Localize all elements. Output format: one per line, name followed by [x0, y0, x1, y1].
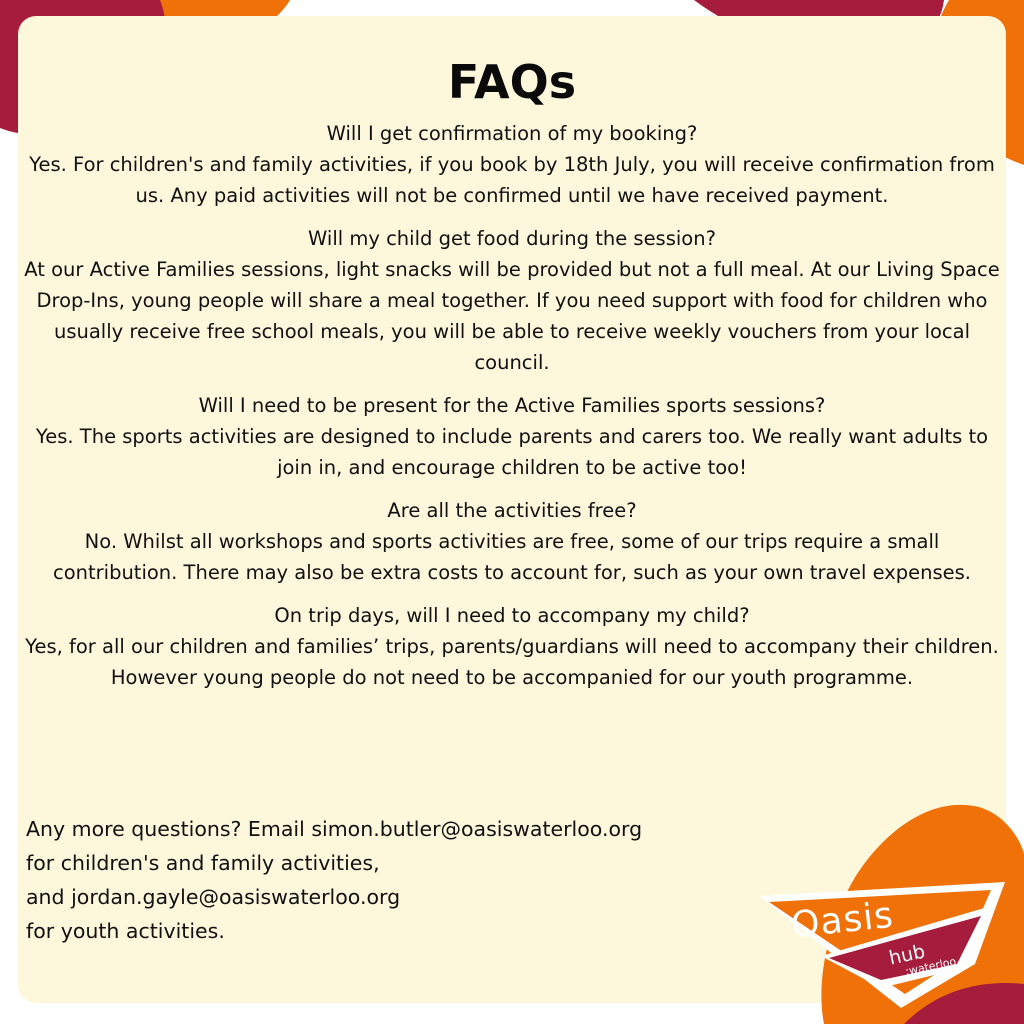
logo-hub: hub [887, 940, 928, 970]
logo-brand: Oasis [789, 894, 896, 947]
contact-line-jordan: and jordan.gayle@oasiswaterloo.org [26, 885, 401, 909]
contact-line-youth: for youth activities. [26, 919, 225, 943]
faq-question: Are all the activities free? [387, 499, 637, 522]
faq-item [22, 495, 1002, 588]
faq-answer: No. Whilst all workshops and sports activities are free, some of our trips require a small contribution. There may also be extra costs to account for, such as your own travel expenses. [52, 530, 972, 584]
faq-item [22, 390, 1002, 483]
faq-answer: Yes, for all our children and families’ trips, parents/guardians will need to accompany their children. However young people do not need to be accompanied for our youth programme. [25, 635, 999, 689]
faq-question: On trip days, will I need to accompany my child? [274, 604, 750, 627]
faq-item [22, 223, 1002, 378]
contact-line-children: for children's and family activities, [26, 851, 380, 875]
faq-answer: Yes. For children's and family activities, if you book by 18th July, you will receive confirmation from us. Any paid activities will not be confirmed until we have received payment. [29, 153, 995, 207]
contact-info [26, 812, 766, 948]
faq-item [22, 118, 1002, 211]
faq-question: Will I need to be present for the Active Families sports sessions? [198, 394, 826, 417]
faq-answer: Yes. The sports activities are designed to include parents and carers too. We really want adults to join in, and encourage children to be active too! [35, 425, 989, 479]
contact-line-simon: Any more questions? Email simon.butler@oasiswaterloo.org [26, 817, 643, 841]
faq-question: Will I get confirmation of my booking? [326, 122, 698, 145]
faq-list [22, 118, 1002, 705]
logo-location: :waterloo [904, 954, 958, 979]
page-title: FAQs [447, 55, 577, 109]
faq-answer: At our Active Families sessions, light snacks will be provided but not a full meal. At our Living Space Drop-Ins, young people will share a meal together. If you need support with food for children who usually receive free school meals, you will be able to receive weekly vouchers from your local council. [24, 258, 1000, 374]
faq-item [22, 600, 1002, 693]
faq-question: Will my child get food during the session? [308, 227, 716, 250]
oasis-hub-logo [755, 860, 1015, 1010]
